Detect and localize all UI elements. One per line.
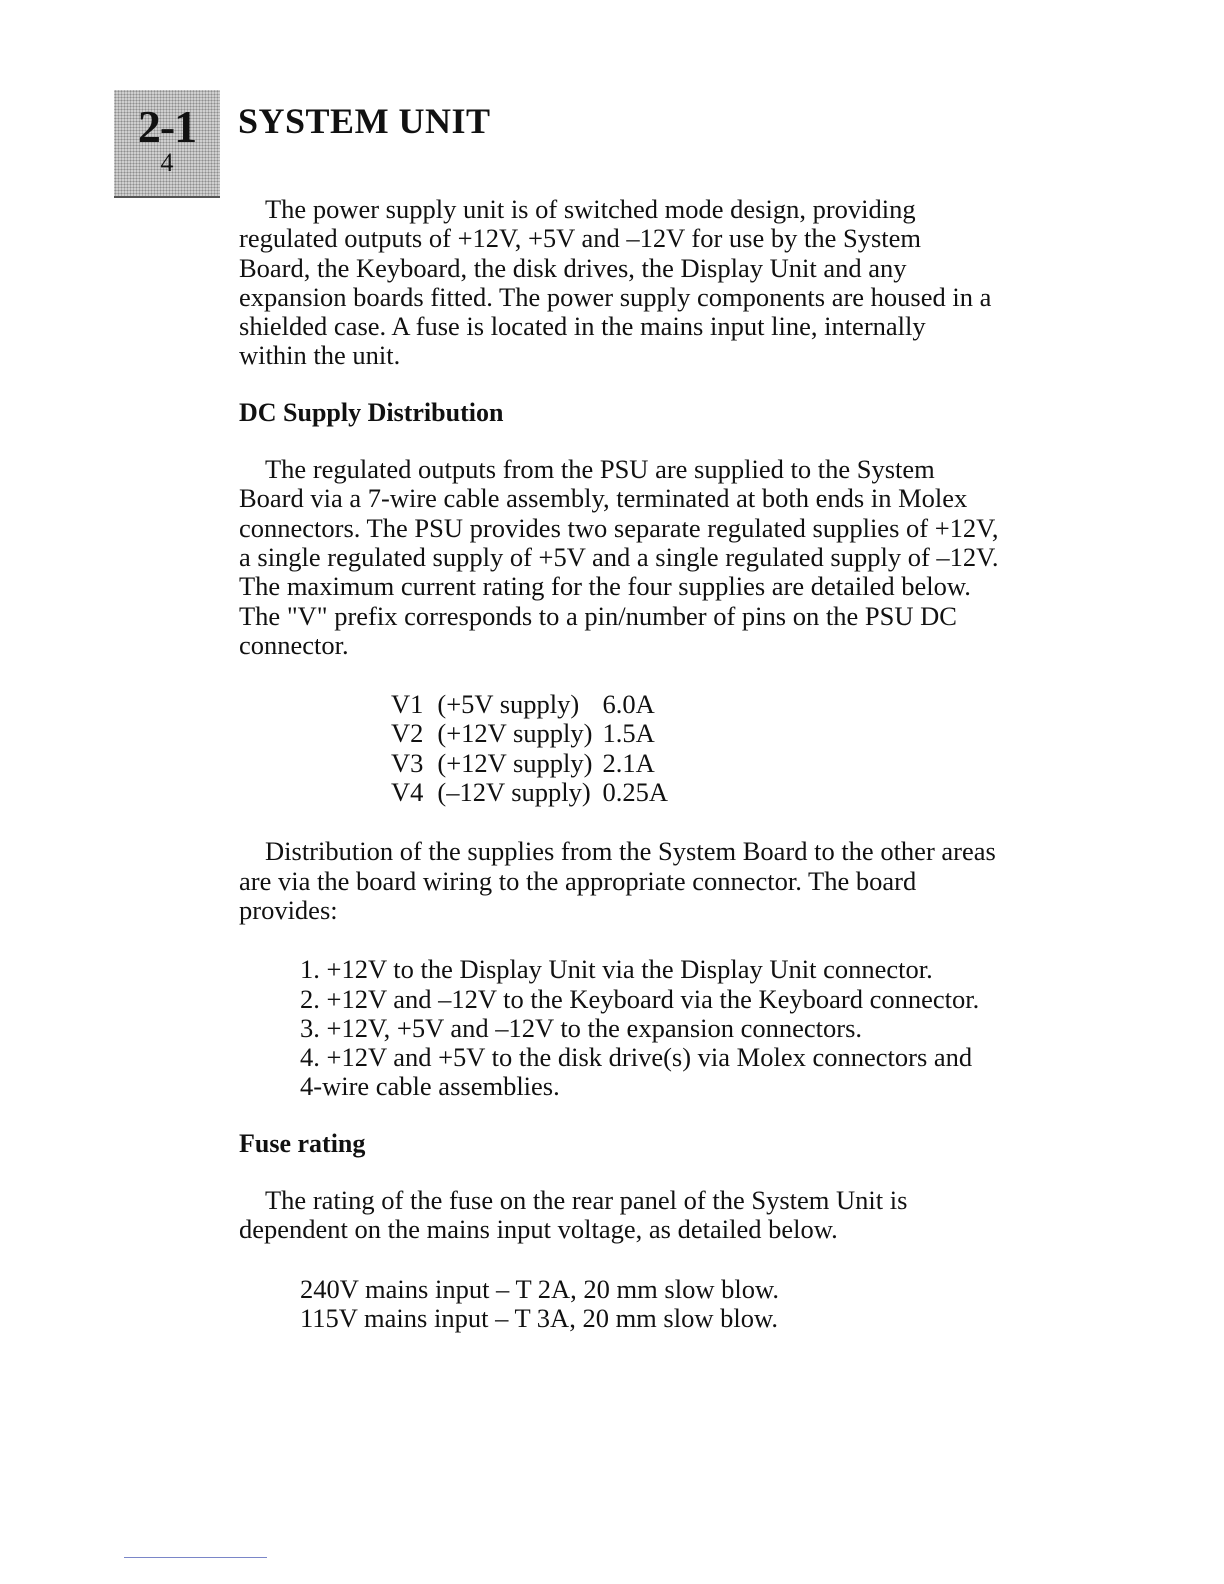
- distribution-paragraph: Distribution of the supplies from the System Board to the other areas are via the board wiring to the appropriate connector. The board provides:: [239, 836, 996, 925]
- supply-current: 1.5A: [602, 718, 655, 749]
- page-number: 4: [160, 148, 174, 177]
- page-title: SYSTEM UNIT: [238, 101, 491, 141]
- supply-type: (+12V supply): [437, 718, 593, 749]
- fuse-rating-item: 240V mains input – T 2A, 20 mm slow blow.: [300, 1273, 779, 1304]
- supply-pin: V1: [391, 689, 424, 720]
- supply-current: 6.0A: [602, 689, 655, 720]
- supply-row: [391, 778, 668, 807]
- supply-type: (+5V supply): [437, 689, 580, 720]
- supply-table: [391, 690, 668, 807]
- fuse-ratings: [300, 1275, 999, 1334]
- distribution-list: [300, 955, 999, 1101]
- supply-pin: V3: [391, 747, 424, 778]
- list-item: 4. +12V and +5V to the disk drive(s) via Molex connectors and 4-wire cable assemblies.: [300, 1042, 973, 1102]
- fuse-paragraph: The rating of the fuse on the rear panel of the System Unit is dependent on the mains input voltage, as detailed below.: [239, 1185, 908, 1245]
- intro-paragraph: The power supply unit is of switched mode design, providing regulated outputs of +12V, +5V and –12V for use by the System Board, the Keyboard, the disk drives, the Display Unit and any expansion boards fitted. The power supply components are housed in a shielded case. A fuse is located in the mains input line, internally within the unit.: [239, 194, 992, 371]
- supply-type: (+12V supply): [437, 747, 593, 778]
- footer-rule: [124, 1557, 267, 1558]
- list-item: 3. +12V, +5V and –12V to the expansion connectors.: [300, 1012, 863, 1043]
- section-number: 2-1: [137, 101, 197, 152]
- supply-current: 2.1A: [602, 747, 655, 778]
- supply-row: [391, 690, 668, 719]
- supply-current: 0.25A: [602, 777, 668, 808]
- dc-paragraph: The regulated outputs from the PSU are supplied to the System Board via a 7-wire cable assembly, terminated at both ends in Molex connectors. The PSU provides two separate regulated supplies of +12V, a single regulated supply of +5V and a single regulated supply of –12V. The maximum current rating for the four supplies are detailed below. The "V" prefix corresponds to a pin/number of pins on the PSU DC connector.: [239, 454, 999, 660]
- list-item: 1. +12V to the Display Unit via the Display Unit connector.: [300, 954, 933, 985]
- supply-type: (–12V supply): [437, 777, 591, 808]
- supply-row: [391, 749, 668, 778]
- fuse-rating-item: 115V mains input – T 3A, 20 mm slow blow.: [300, 1302, 779, 1333]
- supply-pin: V4: [391, 777, 424, 808]
- dc-heading: DC Supply Distribution: [239, 397, 504, 427]
- fuse-heading: Fuse rating: [239, 1128, 366, 1158]
- section-tab: [114, 90, 220, 198]
- list-item: 2. +12V and –12V to the Keyboard via the Keyboard connector.: [300, 983, 980, 1014]
- supply-row: [391, 719, 668, 748]
- page-body: [239, 195, 999, 1333]
- supply-pin: V2: [391, 718, 424, 749]
